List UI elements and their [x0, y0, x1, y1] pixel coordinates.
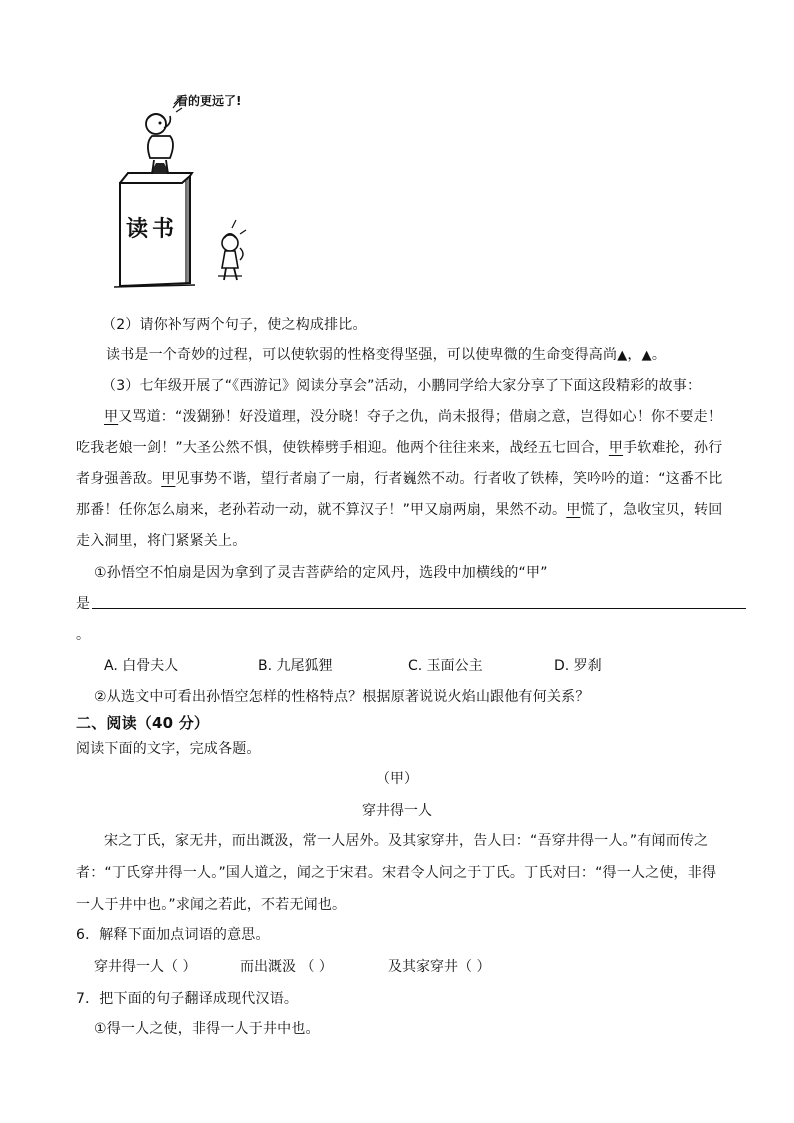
underlined-jia: 甲	[104, 409, 119, 425]
passage-line-3: 一人于井中也。”求闻之若此，不若无闻也。	[76, 897, 347, 913]
story-text: 见事势不谐，望行者扇了一扇，行者巍然不动。行者收了铁棒，笑吟吟的道：“这番不比	[175, 471, 723, 487]
q6-item-1[interactable]: 穿井得一人（ ）	[94, 959, 197, 975]
q3-story-line-5: 走入洞里，将门紧紧关上。	[76, 533, 247, 549]
q3-story-line-1	[104, 406, 722, 426]
q3-story-line-2	[76, 437, 722, 457]
reading-cartoon-drawing	[90, 88, 290, 288]
book-label-book: 书	[152, 217, 175, 242]
q7-item-1: ①得一人之使，非得一人于井中也。	[94, 1021, 320, 1037]
passage-label-jia: （甲）	[376, 771, 418, 787]
q2-sentence	[106, 344, 666, 364]
story-text: 手软难抡，孙行	[623, 440, 723, 456]
passage-line-1: 宋之丁氏，家无井，而出溉汲，常一人居外。及其家穿井，告人曰：“吾穿井得一人。”有闻而传之	[104, 833, 709, 849]
q7-prompt: 7．把下面的句子翻译成现代汉语。	[76, 991, 299, 1007]
story-text: 那番！任你怎么扇来，老孙若动一动，就不算汉子！”甲又扇两扇，果然不动。	[76, 502, 567, 518]
q3-sub1-end: 。	[76, 627, 91, 643]
q3-story-line-3	[76, 468, 722, 488]
underlined-jia: 甲	[608, 440, 624, 456]
option-b[interactable]: B. 九尾狐狸	[258, 658, 333, 674]
underlined-jia: 甲	[161, 471, 176, 487]
story-text: 者身强善敌。	[76, 471, 162, 487]
cartoon-illustration	[90, 88, 290, 288]
passage-title: 穿井得一人	[362, 803, 432, 819]
story-text: 又骂道：“泼猢狲！好没道理，没分晓！夺子之仇，尚未报得；借扇之意，岂得如心！你不要走！	[118, 409, 723, 425]
q6-item-2[interactable]: 而出溉汲 （ ）	[240, 959, 333, 975]
q2-blank-1[interactable]: ▲	[617, 348, 628, 363]
q3-sub1-prompt: ①孙悟空不怕扇是因为拿到了灵吉菩萨给的定风丹，选段中加横线的“甲”	[94, 565, 548, 581]
story-text: 吃我老娘一剑！”大圣公然不惧，使铁棒劈手相迎。他两个往往来来，战经五七回合，	[76, 440, 609, 456]
q2-prompt: （2）请你补写两个句子，使之构成排比。	[102, 317, 367, 333]
q6-prompt: 6．解释下面加点词语的意思。	[76, 927, 270, 943]
cartoon-speech-text: 看的更远了!	[176, 94, 242, 108]
section-2-heading: 二、阅读（40 分）	[76, 714, 210, 732]
q2-sentence-start: 读书是一个奇妙的过程，可以使软弱的性格变得坚强，可以使卑微的生命变得高尚	[106, 347, 618, 363]
option-a[interactable]: A. 白骨夫人	[104, 658, 179, 674]
q2-sentence-end: 。	[651, 347, 667, 363]
q3-sub2-prompt: ②从选文中可看出孙悟空怎样的性格特点？根据原著说说火焰山跟他有何关系？	[94, 689, 590, 705]
book-label-read: 读	[126, 217, 149, 242]
q6-item-3[interactable]: 及其家穿井（ ）	[388, 959, 491, 975]
story-text: 慌了，急收宝贝，转回	[580, 502, 723, 518]
q3-prompt: （3）七年级开展了“《西游记》阅读分享会”活动，小鹏同学给大家分享了下面这段精彩的故事：	[102, 378, 702, 394]
option-d[interactable]: D. 罗刹	[554, 658, 602, 674]
underlined-jia: 甲	[566, 502, 581, 518]
q2-separator: ，	[627, 347, 642, 363]
option-c[interactable]: C. 玉面公主	[408, 658, 483, 674]
q2-blank-2[interactable]: ▲	[641, 348, 652, 363]
q3-story-line-4	[76, 499, 722, 519]
passage-line-2: 者：“丁氏穿井得一人。”国人道之，闻之于宋君。宋君令人问之于丁氏。丁氏对曰：“得一人之使，非得	[76, 865, 717, 881]
q3-sub1-answer-line[interactable]	[92, 608, 746, 609]
q3-sub1-is: 是	[76, 596, 91, 612]
section-2-instruction: 阅读下面的文字，完成各题。	[76, 741, 261, 757]
